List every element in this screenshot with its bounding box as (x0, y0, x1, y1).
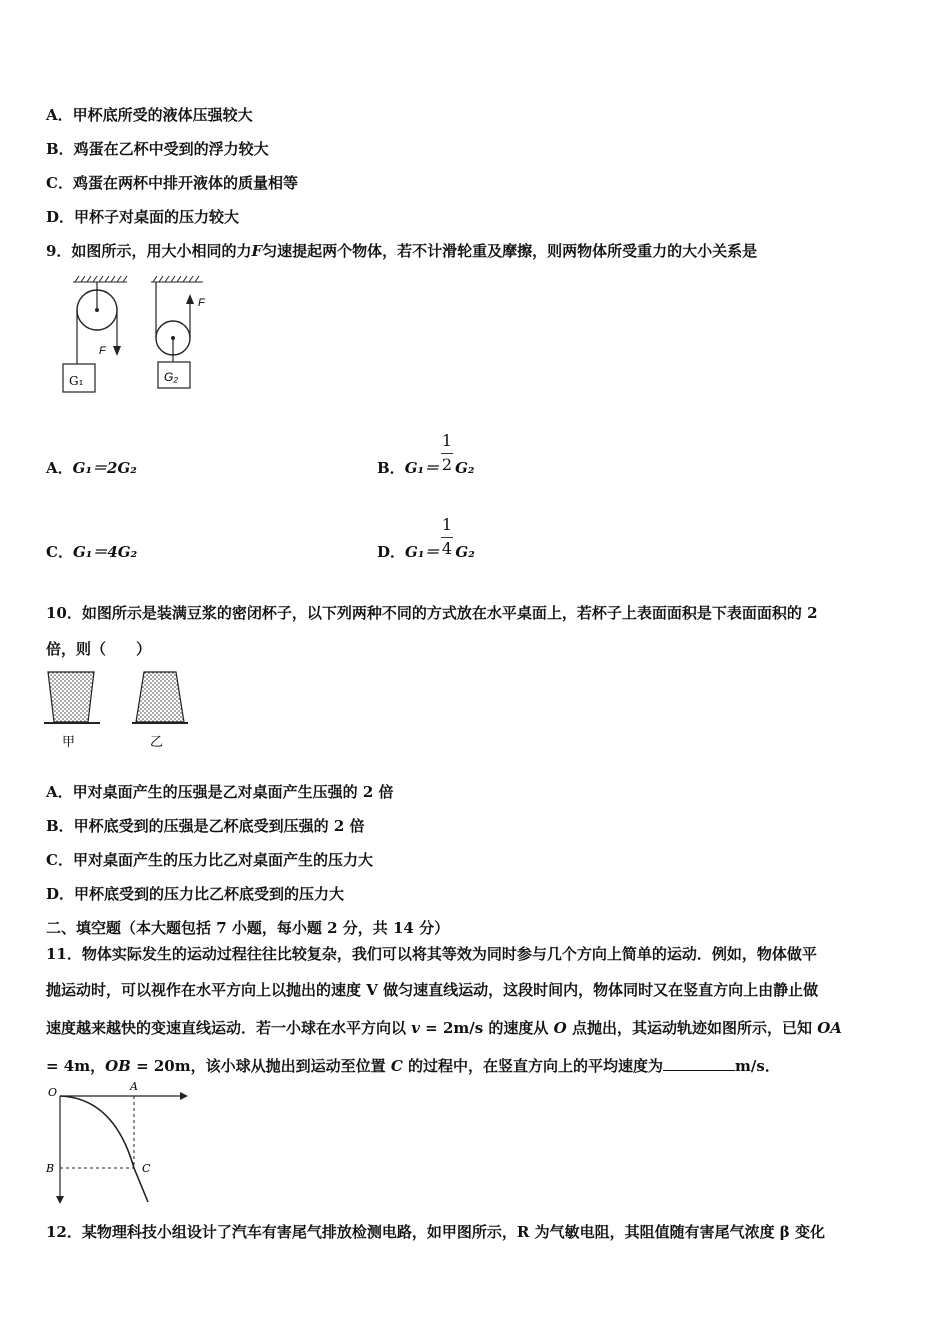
q8-option-d: D．甲杯子对桌面的压力较大 (46, 208, 240, 226)
q9-option-c-expr: G₁＝4G₂ (72, 543, 138, 561)
q9-option-d-lhs: G₁＝ (405, 543, 440, 561)
q9-option-b-denominator: 2 (441, 455, 453, 474)
q10-cups-figure (44, 668, 190, 752)
q11-var-c: C (390, 1057, 403, 1075)
arrow-up-icon (186, 294, 194, 304)
q9-option-a-expr: G₁＝2G₂ (72, 459, 137, 477)
q8-option-a: A．甲杯底所受的液体压强较大 (46, 106, 253, 124)
q9-option-a (46, 457, 137, 478)
q11-line3-a: 速度越来越快的变速直线运动．若一小球在水平方向以 (46, 1019, 412, 1037)
q11-line4-a: = 4m， (46, 1057, 106, 1075)
point-a-label: A (130, 1080, 138, 1093)
q11-var-v: v (411, 1019, 420, 1037)
q11-line2: 抛运动时，可以视作在水平方向上以抛出的速度 V 做匀速直线运动，这段时间内，物体同时又在竖直方向上由静止做 (46, 981, 819, 999)
q11-trajectory-figure (44, 1080, 190, 1206)
point-b-label: B (46, 1162, 55, 1175)
q9-option-c (46, 541, 137, 562)
q10-option-a: A．甲对桌面产生的压强是乙对桌面产生压强的 2 倍 (46, 783, 394, 801)
q10-option-d: D．甲杯底受到的压力比乙杯底受到的压力大 (46, 885, 345, 903)
q9-option-b (377, 457, 474, 478)
ceiling-hatch-left (73, 276, 127, 282)
q9-stem (46, 240, 757, 261)
q10-stem-line2: 倍，则（ ） (46, 640, 152, 658)
q11-line4-d: m/s． (735, 1057, 780, 1075)
q9-option-b-fraction-bar (441, 453, 453, 454)
q9-pulley-figure (55, 272, 215, 397)
y-axis-arrow-icon (56, 1196, 64, 1204)
weight-g1-label: G₁ (69, 374, 84, 388)
q9-option-a-label: A． (46, 459, 73, 477)
q11-line1: 11．物体实际发生的运动过程往往比较复杂，我们可以将其等效为同时参与几个方向上简单的运动．例如，物体做平 (46, 945, 817, 963)
force-label-right: F (198, 297, 205, 309)
q11-line3-c: 点抛出，其运动轨迹如图所示，已知 (566, 1019, 818, 1037)
force-label-left: F (99, 345, 106, 357)
x-axis-arrow-icon (180, 1092, 188, 1100)
arrow-down-icon (113, 346, 121, 356)
section-heading-fill-in: 二、填空题（本大题包括 7 小题，每小题 2 分，共 14 分） (46, 919, 450, 937)
q9-stem-pre: 9．如图所示，用大小相同的力 (46, 242, 252, 260)
cup-yi (136, 672, 184, 722)
q11-answer-blank[interactable] (663, 1058, 735, 1071)
q10-option-b: B．甲杯底受到的压强是乙杯底受到压强的 2 倍 (46, 817, 365, 835)
weight-g2-label: G₂ (164, 370, 178, 384)
q11-var-o: O (553, 1019, 567, 1037)
cup-yi-label: 乙 (150, 735, 164, 750)
q9-option-d-denominator: 4 (441, 539, 453, 558)
q11-var-ob: OB (105, 1057, 131, 1075)
q9-option-d-numerator: 1 (441, 515, 453, 534)
q9-stem-force: F (251, 242, 263, 260)
cup-jia (48, 672, 94, 722)
q11-line4 (46, 1055, 780, 1076)
q11-line3-b: = 2m/s 的速度从 (419, 1019, 554, 1037)
point-o-label: O (48, 1086, 58, 1099)
q9-option-b-numerator: 1 (441, 431, 453, 450)
q11-line3 (46, 1017, 842, 1038)
cup-jia-label: 甲 (62, 735, 76, 750)
q10-option-c: C．甲对桌面产生的压力比乙对桌面产生的压力大 (46, 851, 373, 869)
q11-var-oa: OA (817, 1019, 842, 1037)
q9-option-d-rhs: G₂ (455, 543, 475, 561)
point-c-label: C (142, 1162, 151, 1175)
q10-stem-line1: 10．如图所示是装满豆浆的密闭杯子，以下列两种不同的方式放在水平桌面上，若杯子上表面面积是下表面面积的 2 (46, 604, 818, 622)
q9-option-b-rhs: G₂ (455, 459, 475, 477)
q9-stem-post: 匀速提起两个物体，若不计滑轮重及摩擦，则两物体所受重力的大小关系是 (262, 242, 758, 260)
ceiling-hatch-right (151, 276, 203, 282)
q9-option-d (377, 541, 475, 562)
q11-line4-c: 的过程中，在竖直方向上的平均速度为 (402, 1057, 664, 1075)
q9-option-b-lhs: G₁＝ (404, 459, 440, 477)
q12-line1: 12．某物理科技小组设计了汽车有害尾气排放检测电路，如甲图所示，R 为气敏电阻，其阻值随有害尾气浓度 β 变化 (46, 1223, 825, 1241)
q9-option-d-label: D． (377, 543, 406, 561)
q11-line4-b: = 20m，该小球从抛出到运动至位置 (130, 1057, 391, 1075)
q9-option-d-fraction-bar (441, 537, 453, 538)
q8-option-b: B．鸡蛋在乙杯中受到的浮力较大 (46, 140, 269, 158)
q8-option-c: C．鸡蛋在两杯中排开液体的质量相等 (46, 174, 298, 192)
q9-option-c-label: C． (46, 543, 73, 561)
trajectory-curve (60, 1096, 148, 1202)
q9-option-b-label: B． (377, 459, 405, 477)
